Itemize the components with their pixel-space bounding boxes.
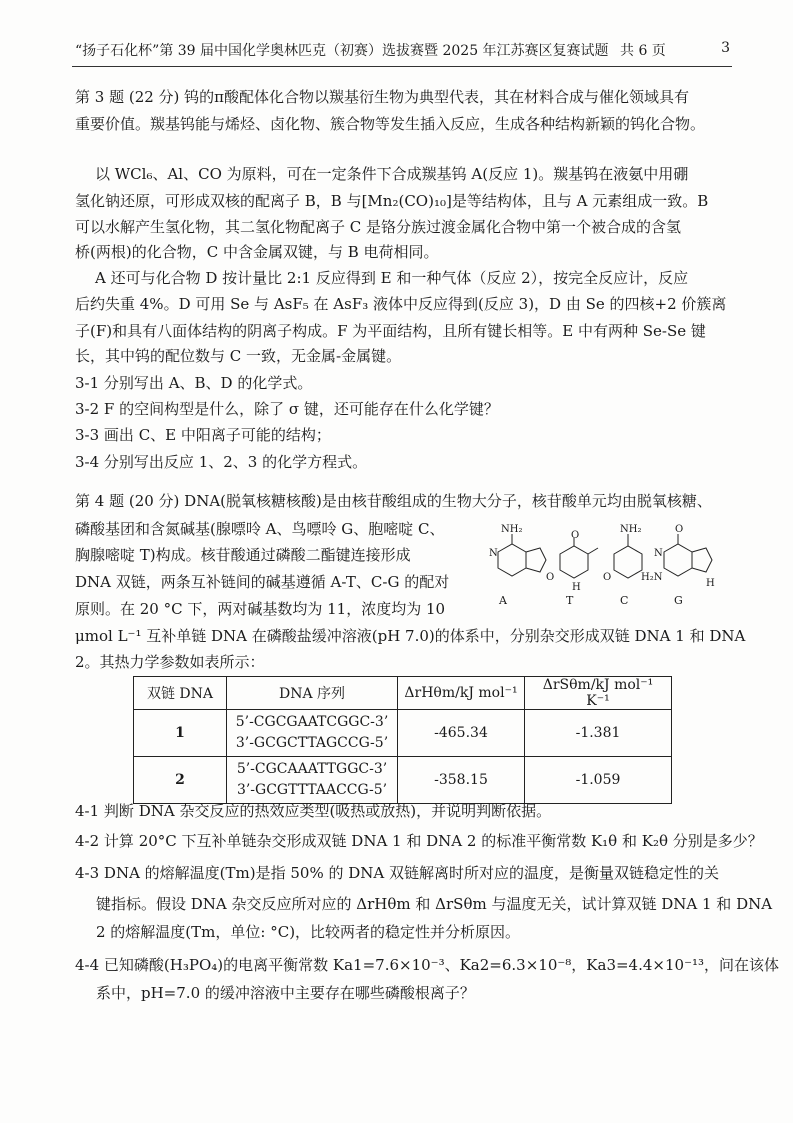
sequence-strand: 5’-CGCAAATTGGC-3’ (236, 761, 388, 777)
q3-subquestion: 3-4 分别写出反应 1、2、3 的化学方程式。 (75, 453, 368, 471)
col-header: DNA 序列 (227, 677, 398, 710)
q3-line: 以 WCl₆、Al、CO 为原料，可在一定条件下合成羰基钨 A(反应 1)。羰基钨在液氨中用硼 (95, 165, 689, 183)
q4-subquestion: 2 的熔解温度(Tm，单位: °C)，比较两者的稳定性并分析原因。 (96, 923, 521, 941)
guanine-oxo-label: O (675, 524, 684, 535)
header-title: “扬子石化杯”第 39 届中国化学奥林匹克（初赛）选拔赛暨 2025 年江苏赛区复赛试题 (75, 43, 609, 59)
header-rule (72, 66, 732, 67)
q4-subquestion: 4-1 判断 DNA 杂交反应的热效应类型(吸热或放热)，并说明判断依据。 (75, 802, 552, 820)
q4-subquestion: 系中，pH=7.0 的缓冲溶液中主要存在哪些磷酸根离子？ (96, 984, 475, 1002)
cell-enthalpy: -465.34 (398, 710, 525, 757)
q3-line: A 还可与化合物 D 按计量比 2:1 反应得到 E 和一种气体（反应 2），按完全反应计，反应 (95, 269, 689, 287)
cell-entropy: -1.059 (525, 757, 672, 804)
q3-line: 长，其中钨的配位数与 C 一致，无金属-金属键。 (75, 347, 402, 365)
sequence-strand: 3’-GCGTTTAACCG-5’ (236, 782, 388, 798)
base-label-c: C (620, 594, 629, 607)
thermo-table (133, 676, 672, 804)
adenine-amino-label: NH₂ (501, 524, 523, 535)
page-number: 3 (721, 40, 730, 56)
cytosine-amino-label: NH₂ (620, 524, 642, 535)
base-label-t: T (566, 594, 574, 607)
thymine-oxo-label: O (571, 530, 580, 541)
q3-line: 后约失重 4%。D 可用 Se 与 AsF₅ 在 AsF₃ 液体中反应得到(反应 3)，D 由 Se 的四核+2 价簇离 (75, 295, 727, 313)
header-pages: 共 6 页 (620, 43, 666, 59)
q4-line: μmol L⁻¹ 互补单链 DNA 在磷酸盐缓冲溶液(pH 7.0)的体系中，分别杂交形成双链 DNA 1 和 DNA (75, 627, 746, 645)
thymine-h-label: H (572, 582, 581, 593)
q4-subquestion: 4-4 已知磷酸(H₃PO₄)的电离平衡常数 Ka1=7.6×10⁻³、Ka2=6.3×10⁻⁸，Ka3=4.4×10⁻¹³，问在该体 (75, 956, 780, 974)
q4-subquestion: 4-2 计算 20°C 下互补单链杂交形成双链 DNA 1 和 DNA 2 的标准平衡常数 K₁θ 和 K₂θ 分别是多少？ (75, 832, 763, 850)
cell-sequence (227, 757, 398, 804)
q4-line: 第 4 题 (20 分) DNA(脱氧核糖核酸)是由核苷酸组成的生物大分子，核苷酸单元均由脱氧核糖、 (75, 492, 712, 510)
cell-entropy: -1.381 (525, 710, 672, 757)
q3-line: 重要价值。羰基钨能与烯烃、卤化物、簇合物等发生插入反应，生成各种结构新颖的钨化合物。 (75, 115, 706, 133)
q3-line: 子(F)和具有八面体结构的阴离子构成。F 为平面结构，且所有键长相等。E 中有两种 Se-Se 键 (75, 322, 706, 340)
q4-line: 胸腺嘧啶 T)构成。核苷酸通过磷酸二酯键连接形成 (75, 546, 411, 564)
table-row (134, 710, 672, 757)
q3-subquestion: 3-2 F 的空间构型是什么，除了 σ 键，还可能存在什么化学键？ (75, 400, 499, 418)
q4-line: 磷酸基团和含氮碱基(腺嘌呤 A、鸟嘌呤 G、胞嘧啶 C、 (75, 520, 445, 538)
cell-id: 1 (134, 710, 227, 757)
q3-line: 第 3 题 (22 分) 钨的π酸配体化合物以羰基衍生物为典型代表，其在材料合成与催化领域具有 (75, 88, 690, 106)
adenine-n-label: N (489, 548, 498, 559)
page-header (75, 40, 730, 62)
guanine-amino-label: H₂N (641, 572, 663, 583)
col-header: ΔrHθm/kJ mol⁻¹ (398, 677, 525, 710)
cytosine-oxo-label: O (603, 572, 612, 583)
base-label-a: A (499, 594, 507, 607)
q3-line: 氢化钠还原，可形成双核的配离子 B，B 与[Mn₂(CO)₁₀]是等结构体，且与 A 元素组成一致。B (75, 192, 709, 210)
table-header-row (134, 677, 672, 710)
q4-subquestion: 键指标。假设 DNA 杂交反应所对应的 ΔrHθm 和 ΔrSθm 与温度无关，试计算双链 DNA 1 和 DNA (96, 895, 773, 913)
sequence-strand: 3’-GCGCTTAGCCG-5’ (235, 735, 389, 751)
sequence-strand: 5’-CGCGAATCGGC-3’ (235, 714, 389, 730)
col-header: 双链 DNA (134, 677, 227, 710)
q3-subquestion: 3-1 分别写出 A、B、D 的化学式。 (75, 374, 313, 392)
cell-sequence (227, 710, 398, 757)
q4-line: DNA 双链，两条互补链间的碱基遵循 A-T、C-G 的配对 (75, 573, 450, 591)
guanine-n-label: N (654, 548, 663, 559)
cell-enthalpy: -358.15 (398, 757, 525, 804)
col-header: ΔrSθm/kJ mol⁻¹ K⁻¹ (525, 677, 672, 710)
cell-id: 2 (134, 757, 227, 804)
q3-line: 桥(两根)的化合物，C 中含金属双键，与 B 电荷相同。 (75, 243, 439, 261)
q3-subquestion: 3-3 画出 C、E 中阳离子可能的结构； (75, 426, 331, 444)
base-label-g: G (674, 594, 683, 607)
q4-subquestion: 4-3 DNA 的熔解温度(Tm)是指 50% 的 DNA 双链解离时所对应的温度，是衡量双链稳定性的关 (75, 864, 720, 882)
q4-line: 原则。在 20 °C 下，两对碱基数均为 11，浓度均为 10 (75, 600, 446, 618)
q3-line: 可以水解产生氢化物，其二氢化物配离子 C 是铬分族过渡金属化合物中第一个被合成的含氢 (75, 218, 682, 236)
guanine-h-label: H (706, 578, 715, 589)
thymine-oxo-label: O (546, 572, 555, 583)
q4-line: 2。其热力学参数如表所示： (75, 653, 265, 671)
table-row (134, 757, 672, 804)
